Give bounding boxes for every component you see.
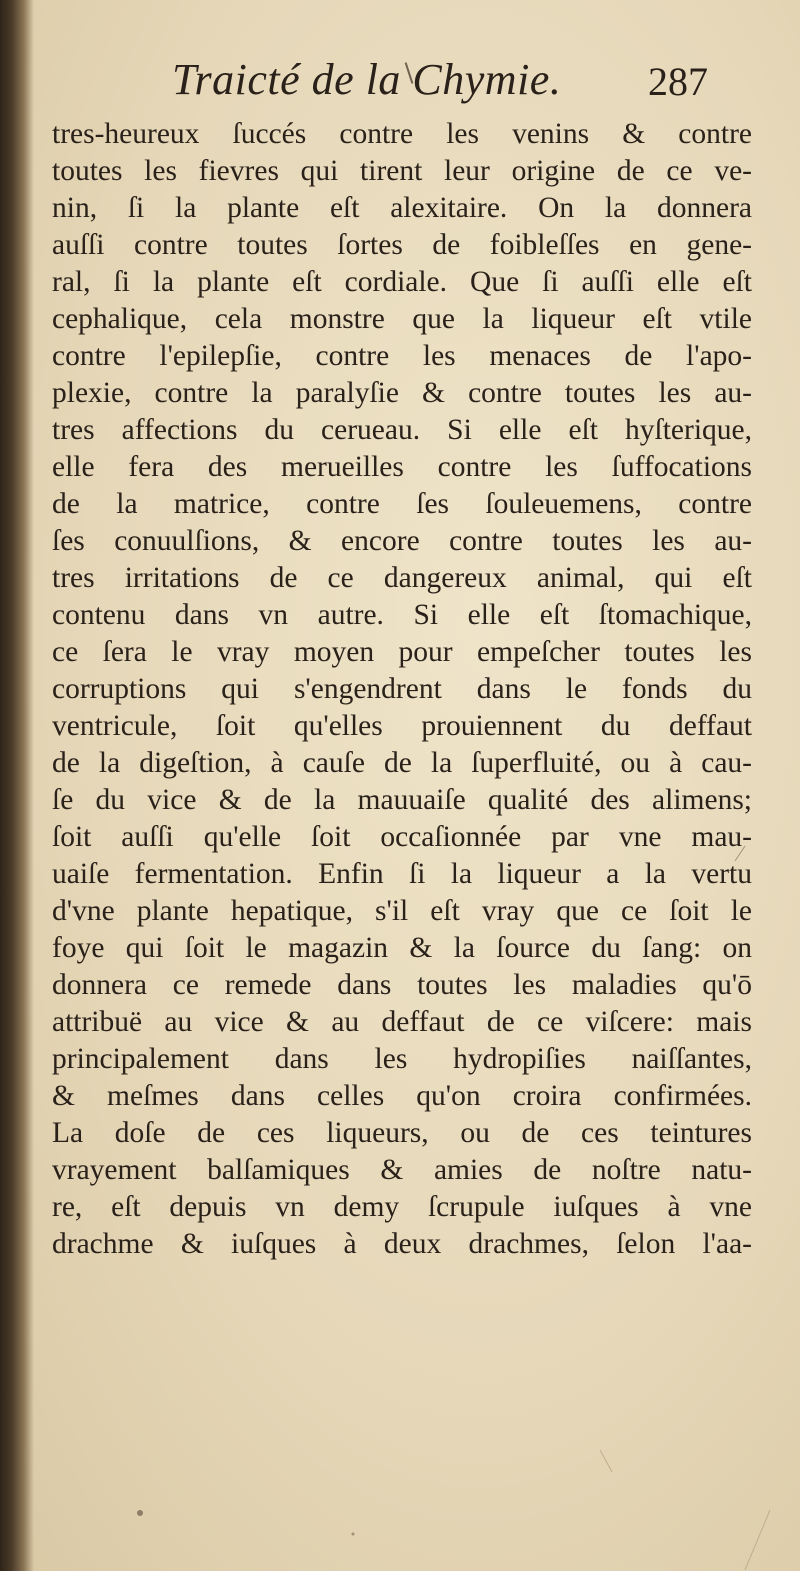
text-line: elle fera des merueilles contre les ſuffocations [52, 451, 752, 483]
text-line: donnera ce remede dans toutes les maladies qu'ō [52, 969, 752, 1001]
text-line: nin, ſi la plante eſt alexitaire. On la donnera [52, 192, 752, 224]
text-line: principalement dans les hydropiſies naiſſantes, [52, 1043, 752, 1075]
text-line: d'vne plante hepatique, s'il eſt vray que ce ſoit le [52, 895, 752, 927]
text-line: & meſmes dans celles qu'on croira confirmées. [52, 1080, 752, 1112]
text-line: ce ſera le vray moyen pour empeſcher toutes les [52, 636, 752, 668]
text-line: tres irritations de ce dangereux animal, qui eſt [52, 562, 752, 594]
text-line: ral, ſi la plante eſt cordiale. Que ſi auſſi elle eſt [52, 266, 752, 298]
text-line: ſoit auſſi qu'elle ſoit occaſionnée par vne mau- [52, 821, 752, 853]
text-line: de la matrice, contre ſes ſouleuemens, contre [52, 488, 752, 520]
text-line: toutes les fievres qui tirent leur origine de ce ve- [52, 155, 752, 187]
page-number: 287 [648, 59, 708, 104]
text-line: cephalique, cela monstre que la liqueur eſt vtile [52, 303, 752, 335]
text-line: ſe du vice & de la mauuaiſe qualité des alimens; [52, 784, 752, 816]
text-line: ſes conuulſions, & encore contre toutes les au- [52, 525, 752, 557]
text-line: La doſe de ces liqueurs, ou de ces teintures [52, 1117, 752, 1149]
text-line: ventricule, ſoit qu'elles prouiennent du deffaut [52, 710, 752, 742]
text-line: drachme & iuſques à deux drachmes, ſelon l'aa- [52, 1228, 752, 1260]
text-line: foye qui ſoit le magazin & la ſource du ſang: on [52, 932, 752, 964]
text-line: tres-heureux ſuccés contre les venins & contre [52, 118, 752, 150]
text-line: re, eſt depuis vn demy ſcrupule iuſques à vne [52, 1191, 752, 1223]
text-line: uaiſe fermentation. Enfin ſi la liqueur a la vertu [52, 858, 752, 890]
running-title: Traicté de la Chymie. [172, 55, 562, 104]
text-line: tres affections du cerueau. Si elle eſt hyſterique, [52, 414, 752, 446]
text-line: contenu dans vn autre. Si elle eſt ſtomachique, [52, 599, 752, 631]
text-line: auſſi contre toutes ſortes de foibleſſes en gene- [52, 229, 752, 261]
text-line: corruptions qui s'engendrent dans le fonds du [52, 673, 752, 705]
text-line: attribuë au vice & au deffaut de ce viſcere: mais [52, 1006, 752, 1038]
text-line: de la digeſtion, à cauſe de la ſuperfluité, ou à cau- [52, 747, 752, 779]
text-line: contre l'epilepſie, contre les menaces de l'apo- [52, 340, 752, 372]
text-line: vrayement balſamiques & amies de noſtre natu- [52, 1154, 752, 1186]
text-line: plexie, contre la paralyſie & contre toutes les au- [52, 377, 752, 409]
